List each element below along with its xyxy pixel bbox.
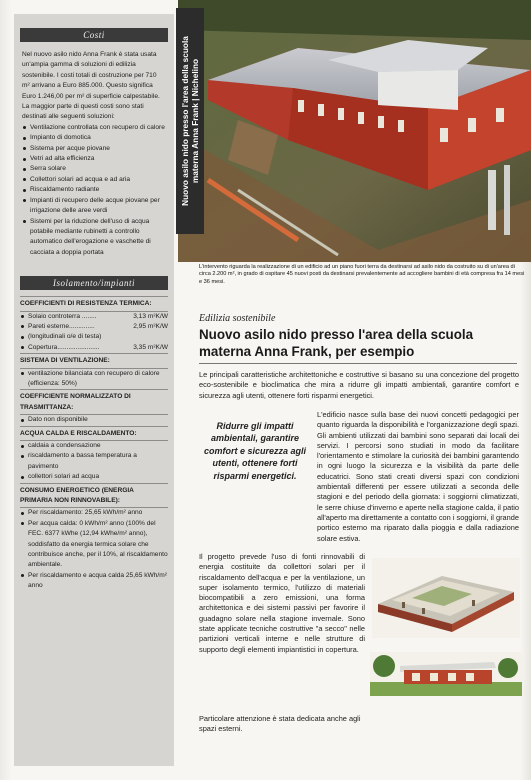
article-paragraph-3: Il progetto prevede l'uso di fonti rinnovabili di energia costituite da collettori solari per il riscaldamento dell'acqua e per la ventilazione, un super isolamento termico, l'utilizzo di materiali biocompatibili a zero emissioni, una forma architettonica e dei sistemi passivi per favorire il guadagno solare nella stagione invernale. Sono state applicate tecniche costruttive "a secco" nelle partizioni verticali interne e nelle strutture di supporto degli elementi impiantistici in copertura. bbox=[199, 552, 365, 654]
list-item: Sistemi per la riduzione dell'uso di acqua potabile mediante rubinetti a controllo automatico dell'erogazione e vaschette di cacciata a doppia portata bbox=[22, 217, 166, 259]
list-item bbox=[20, 343, 168, 353]
list-item: Sistema per acque piovane bbox=[22, 144, 166, 154]
trasm-title: COEFFICIENTE NORMALIZZATO DI TRASMITTANZA: bbox=[20, 389, 168, 415]
pull-quote: Ridurre gli impatti ambientali, garantire comfort e sicurezza agli utenti, ottenere forti risparmi energetici. bbox=[203, 421, 307, 481]
acqua-title: ACQUA CALDA E RISCALDAMENTO: bbox=[20, 426, 168, 441]
coeff-value: 2,95 m²K/W bbox=[133, 322, 168, 330]
vertical-title bbox=[180, 36, 200, 206]
list-item: Collettori solari ad acqua e ad aria bbox=[22, 175, 166, 185]
list-item bbox=[20, 322, 168, 332]
consumo-title: CONSUMO ENERGETICO (ENERGIA PRIMARIA NON RINNOVABILE): bbox=[20, 483, 168, 509]
aerial-photo-illustration bbox=[178, 0, 531, 262]
coeff-label: Copertura....................... bbox=[28, 343, 100, 351]
list-item bbox=[20, 312, 168, 322]
article-intro: Le principali caratteristiche architettoniche e costruttive si basano su una concezione del progetto eco-sostenibile e bioclimatica che mira a ridurre gli impatti ambientali, garantire comfort e sicurezza agli utenti, ottenere forti risparmi energetici. bbox=[199, 370, 519, 400]
coeff-label: Solaio controterra ........ bbox=[28, 312, 97, 320]
list-item: Impianto di domotica bbox=[22, 133, 166, 143]
building-render-bottom bbox=[370, 652, 522, 696]
article-paragraph-2: L'edificio nasce sulla base dei nuovi concetti pedagogici per quanto riguarda la disponibilità e l'organizzazione degli spazi. Gli ambienti utilizzati dai bambini sono separati dai locali dei servizi. I percorsi sono studiati in modo da facilitare l'orientamento e stimolare la curiosità dei bambini garantendo in ogni luogo la sicurezza e la visibilità da parte delle educatrici. Sono stati creati diversi spazi con condizioni ambientali differenti per essere utilizzati a seconda delle stagioni e del periodo della giornata: i soggiorni climatizzati, le serre chiuse d'inverno e aperte nella stagione calda, il patio all'aperto ma direttamente a contatto con i soggiorni, il grande portico esterno ma riparato dalla pioggia e dalla radiazione solare estiva. bbox=[317, 410, 519, 543]
coeff-value: 3,35 m²K/W bbox=[133, 343, 168, 351]
list-item: collettori solari ad acqua bbox=[20, 472, 168, 482]
vent-title: SISTEMA DI VENTILAZIONE: bbox=[20, 353, 168, 368]
isolamento-heading: Isolamento/impianti bbox=[20, 276, 168, 290]
info-sidebar bbox=[14, 14, 174, 766]
photo-caption: L'intervento riguarda la realizzazione di un edificio ad un piano fuori terra da destinarsi ad asilo nido da costruito su di un'area di circa 2.200 m², in grado di ospitare 45 nuovi posti da destinarsi prevalentemente ad accogliere bambini di età compresa fra 14 mesi e 36 mesi. bbox=[199, 264, 525, 285]
list-item: Per acqua calda: 0 kWh/m² anno (100% del FEC. 6377 kWhe (12,94 kWhe/m² anno), soddisfatto da energia termica solare che contribuisce anche, per il 10%, al riscaldamento ambientale. bbox=[20, 519, 168, 571]
list-item: caldaia a condensazione bbox=[20, 441, 168, 451]
coeff-label: (longitudinali o/e di testa) bbox=[28, 333, 102, 341]
coeff-list bbox=[20, 312, 168, 354]
list-item: Vetri ad alta efficienza bbox=[22, 154, 166, 164]
coeff-value: 3,13 m²K/W bbox=[133, 312, 168, 320]
vertical-title-line: Nuovo asilo nido presso l'area della scuola bbox=[180, 36, 190, 206]
article-paragraph-4: Particolare attenzione è stata dedicata anche agli spazi esterni. bbox=[199, 714, 361, 734]
consumo-list bbox=[20, 508, 168, 591]
article-headline: Nuovo asilo nido presso l'area della scuola materna Anna Frank, per esempio bbox=[199, 327, 474, 359]
list-item: Impianti di recupero delle acque piovane per irrigazione delle aree verdi bbox=[22, 196, 166, 217]
list-item: Serra solare bbox=[22, 164, 166, 174]
isolamento-body bbox=[14, 290, 174, 592]
costi-list bbox=[22, 123, 166, 258]
costi-intro: Nel nuovo asilo nido Anna Frank è stata usata un'ampia gamma di soluzioni di edilizia sostenibile. I costi totali di costruzione per 710 m² arrivano a Euro 885.000. Questo significa Euro 1.246,00 per m² di superficie calpestabile. bbox=[22, 51, 160, 100]
list-item: Per riscaldamento e acqua calda 25,65 kWh/m² anno bbox=[20, 571, 168, 592]
costi-heading: Costi bbox=[20, 28, 168, 42]
building-render-top bbox=[372, 558, 520, 638]
vertical-title-line: materna Anna Frank | Nichelino bbox=[190, 58, 200, 184]
coeff-label: Pareti esterne.............. bbox=[28, 322, 95, 330]
trasm-list bbox=[20, 415, 168, 425]
article-kicker: Edilizia sostenibile bbox=[199, 313, 276, 324]
coeff-title: COEFFICIENTI DI RESISTENZA TERMICA: bbox=[20, 296, 168, 311]
costi-lead: La maggior parte di questi costi sono stati destinati alle seguenti soluzioni: bbox=[22, 103, 144, 121]
list-item: ventilazione bilanciata con recupero di calore (efficienza: 50%) bbox=[20, 369, 168, 390]
list-item: Per riscaldamento: 25,65 kWh/m² anno bbox=[20, 508, 168, 518]
headline-divider bbox=[199, 363, 517, 364]
costi-body bbox=[14, 42, 174, 258]
acqua-list bbox=[20, 441, 168, 483]
list-item: Ventilazione controllata con recupero di calore bbox=[22, 123, 166, 133]
list-item: Riscaldamento radiante bbox=[22, 185, 166, 195]
aerial-photo bbox=[178, 0, 531, 262]
list-item: Dato non disponibile bbox=[20, 415, 168, 425]
list-item: riscaldamento a bassa temperatura a pavimento bbox=[20, 451, 168, 472]
list-item bbox=[20, 332, 168, 342]
vent-list bbox=[20, 369, 168, 390]
vertical-title-band bbox=[176, 8, 204, 234]
